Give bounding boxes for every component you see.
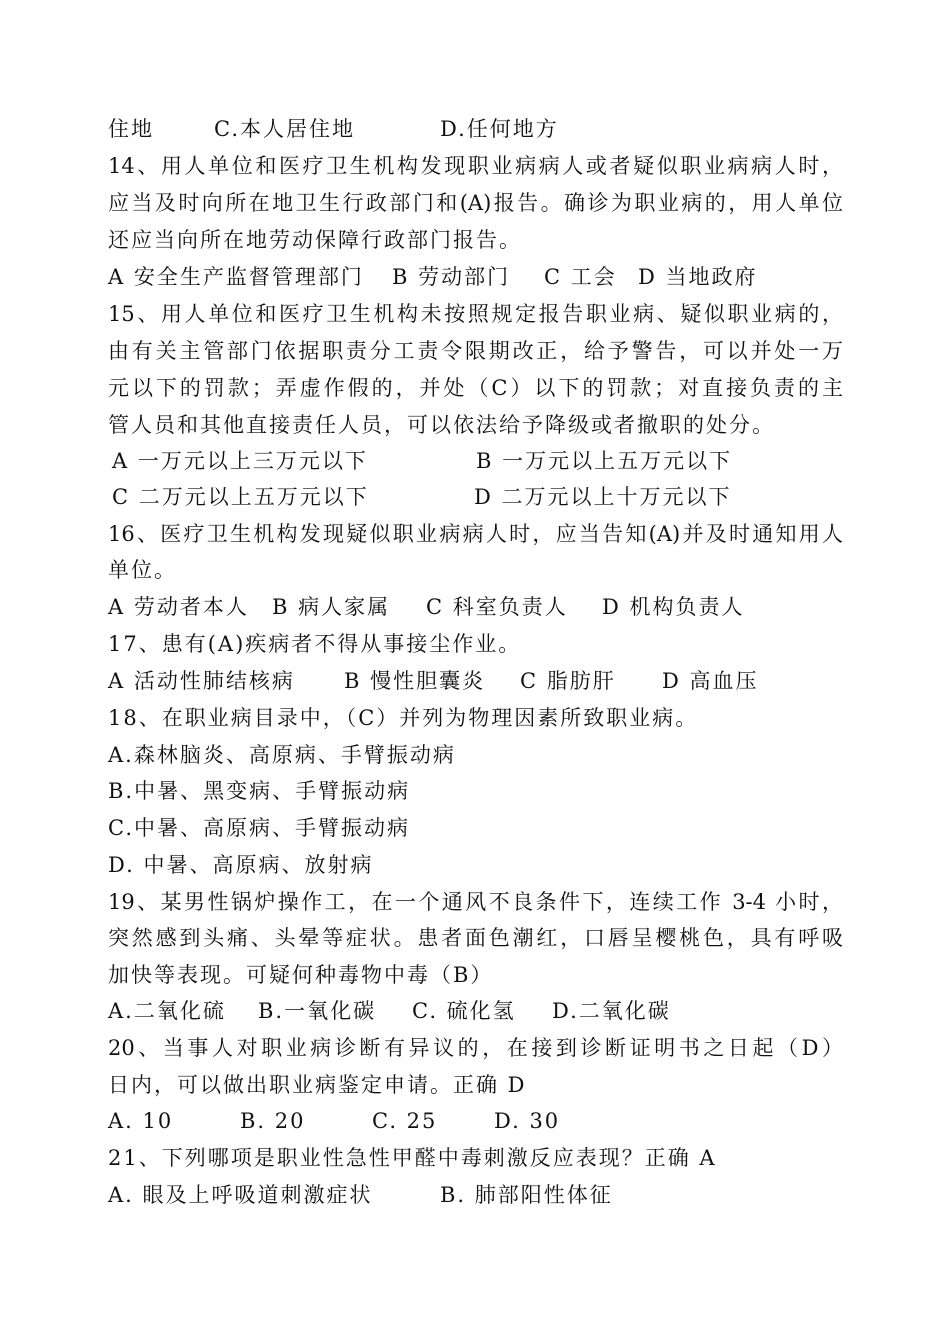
q17-option-b: B 慢性胆囊炎 — [344, 669, 486, 693]
q14-option-c: C 工会 — [544, 265, 617, 289]
q14-option-d: D 当地政府 — [638, 265, 758, 289]
q16-option-c: C 科室负责人 — [426, 595, 568, 619]
q15-option-b: B 一万元以上五万元以下 — [476, 449, 733, 473]
q14-text-line-2: 应当及时向所在地卫生行政部门和(A)报告。确诊为职业病的，用人单位 — [108, 191, 843, 215]
q21-text: 21、下列哪项是职业性急性甲醛中毒刺激反应表现？正确 A — [108, 1146, 717, 1170]
q17-text: 17、患有(A)疾病者不得从事接尘作业。 — [108, 632, 522, 656]
q15-option-d: D 二万元以上十万元以下 — [474, 485, 732, 509]
q19-option-d: D.二氧化碳 — [552, 999, 671, 1023]
q19-option-c: C. 硫化氢 — [412, 999, 516, 1023]
q18-option-d: D. 中暑、高原病、放射病 — [108, 853, 374, 877]
q13-option-c: C.本人居住地 — [214, 117, 355, 141]
q19-text-line-1: 19、某男性锅炉操作工，在一个通风不良条件下，连续工作 3-4 小时， — [108, 890, 843, 914]
q18-option-a: A.森林脑炎、高原病、手臂振动病 — [108, 743, 456, 767]
q16-option-a: A 劳动者本人 — [108, 595, 249, 619]
q14-option-b: B 劳动部门 — [392, 265, 511, 289]
q20-text-line-2: 日内，可以做出职业病鉴定申请。正确 D — [108, 1073, 527, 1097]
q14-option-a: A 安全生产监督管理部门 — [108, 265, 364, 289]
q20-text-line-1: 20、当事人对职业病诊断有异议的，在接到诊断证明书之日起（D） — [108, 1036, 843, 1060]
q20-option-a: A. 10 — [108, 1109, 174, 1133]
q17-option-a: A 活动性肺结核病 — [108, 669, 295, 693]
q16-text-line-1: 16、医疗卫生机构发现疑似职业病病人时，应当告知(A)并及时通知用人 — [108, 522, 843, 546]
q17-option-c: C 脂肪肝 — [520, 669, 616, 693]
q19-option-b: B.一氧化碳 — [258, 999, 377, 1023]
q19-text-line-2: 突然感到头痛、头晕等症状。患者面色潮红，口唇呈樱桃色，具有呼吸 — [108, 926, 843, 950]
q13-option-tail: 住地 — [108, 117, 154, 141]
q15-option-a: A 一万元以上三万元以下 — [112, 449, 368, 473]
q13-option-d: D.任何地方 — [440, 117, 559, 141]
q15-text-line-4: 管人员和其他直接责任人员，可以依法给予降级或者撤职的处分。 — [108, 413, 775, 437]
q20-option-c: C. 25 — [372, 1109, 438, 1133]
q20-option-d: D. 30 — [494, 1109, 561, 1133]
q14-text-line-3: 还应当向所在地劳动保障行政部门报告。 — [108, 228, 522, 252]
q15-text-line-1: 15、用人单位和医疗卫生机构未按照规定报告职业病、疑似职业病的， — [108, 302, 843, 326]
q15-text-line-3: 元以下的罚款；弄虚作假的，并处（C）以下的罚款；对直接负责的主 — [108, 376, 843, 400]
q16-option-b: B 病人家属 — [272, 595, 391, 619]
q16-option-d: D 机构负责人 — [602, 595, 745, 619]
q14-text-line-1: 14、用人单位和医疗卫生机构发现职业病病人或者疑似职业病病人时， — [108, 154, 843, 178]
q18-option-b: B.中暑、黑变病、手臂振动病 — [108, 779, 411, 803]
q19-text-line-3: 加快等表现。可疑何种毒物中毒（B） — [108, 963, 494, 987]
q15-text-line-2: 由有关主管部门依据职责分工责令限期改正，给予警告，可以并处一万 — [108, 339, 843, 363]
q16-text-line-2: 单位。 — [108, 558, 177, 582]
q17-option-d: D 高血压 — [662, 669, 759, 693]
q15-option-c: C 二万元以上五万元以下 — [112, 485, 369, 509]
q20-option-b: B. 20 — [240, 1109, 306, 1133]
q19-option-a: A.二氧化硫 — [108, 999, 226, 1023]
q18-text: 18、在职业病目录中，（C）并列为物理因素所致职业病。 — [108, 706, 699, 730]
q18-option-c: C.中暑、高原病、手臂振动病 — [108, 816, 410, 840]
q21-option-a: A. 眼及上呼吸道刺激症状 — [108, 1183, 373, 1207]
q21-option-b: B. 肺部阳性体征 — [440, 1183, 613, 1207]
